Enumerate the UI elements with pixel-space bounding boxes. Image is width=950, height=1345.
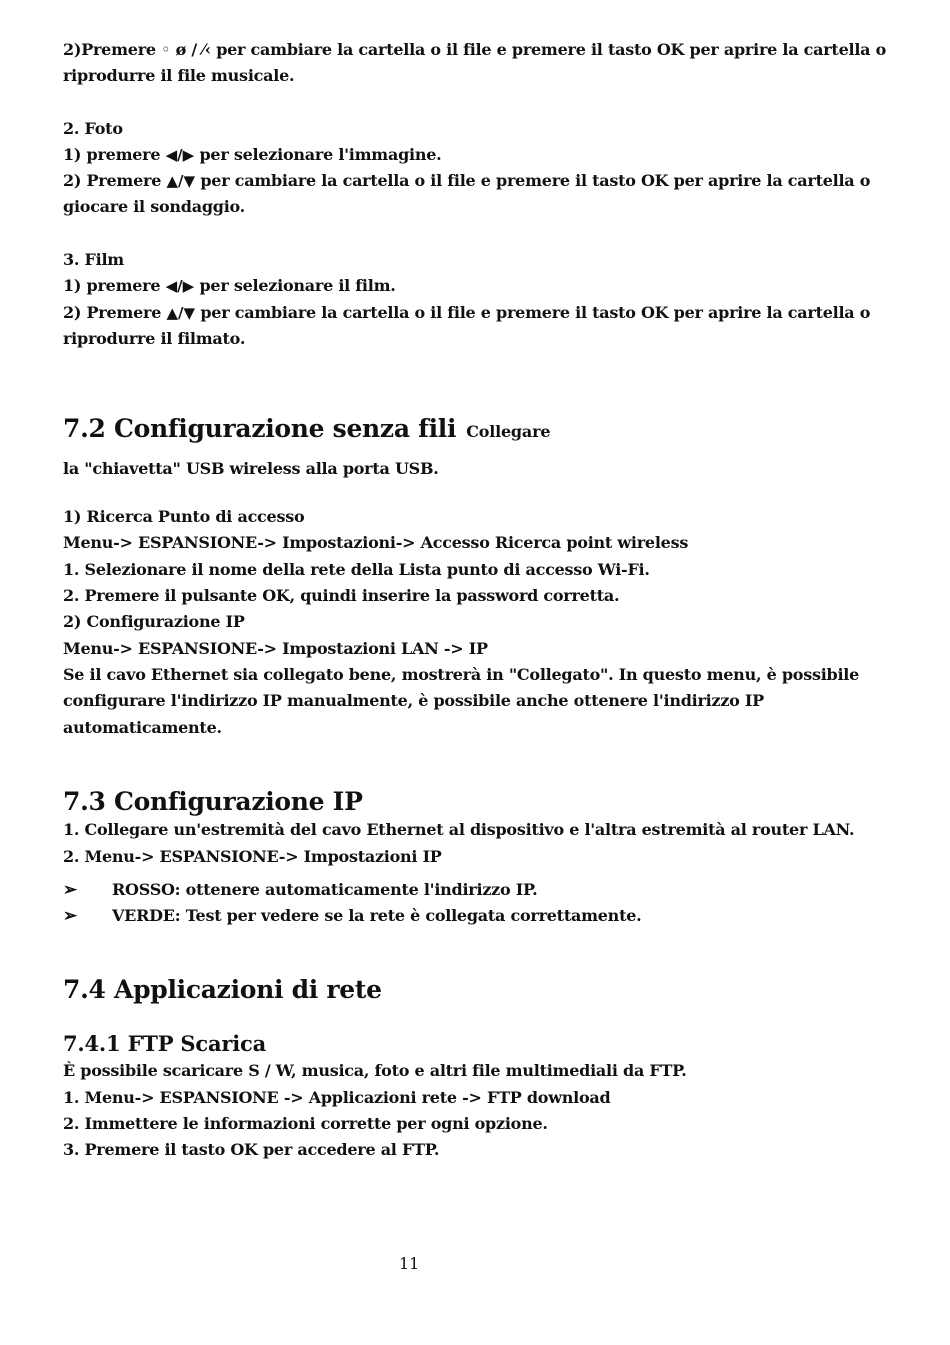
photo-step-2-text-b: per cambiare la cartella o il file e premere il tasto OK per aprire la cartella o <box>195 171 871 190</box>
photo-step-1 <box>63 145 863 165</box>
arrow-bullet-icon: ➢ <box>63 906 78 926</box>
page-number: 11 <box>399 1254 420 1273</box>
film-step-1-text-b: per selezionare il film. <box>194 276 396 295</box>
up-down-arrows-icon: ▲/▼ <box>166 304 196 322</box>
ip-config-heading: 2) Configurazione IP <box>63 612 245 631</box>
left-right-arrows-icon: ◀/▶ <box>165 146 195 164</box>
section-7-3-heading: 7.3 Configurazione IP <box>63 787 363 816</box>
film-step-2 <box>63 303 871 323</box>
ip-config-menu-path: Menu-> ESPANSIONE-> Impostazioni LAN -> IP <box>63 639 488 658</box>
access-point-step-1: 1. Selezionare il nome della rete della Lista punto di accesso Wi-Fi. <box>63 560 650 579</box>
ftp-step-3: 3. Premere il tasto OK per accedere al FTP. <box>63 1140 440 1159</box>
photo-step-2 <box>63 171 871 191</box>
ftp-step-1: 1. Menu-> ESPANSIONE -> Applicazioni rete -> FTP download <box>63 1088 611 1107</box>
up-down-arrows-icon: ▲/▼ <box>166 172 196 190</box>
section-7-2-heading <box>63 414 550 447</box>
access-point-search-heading: 1) Ricerca Punto di accesso <box>63 507 305 526</box>
photo-step-1-text-b: per selezionare l'immagine. <box>194 145 442 164</box>
section-7-2-title: 7.2 Configurazione senza fili <box>63 414 457 443</box>
film-step-1-text-a: 1) premere <box>63 276 166 295</box>
film-step-2-text-b: per cambiare la cartella o il file e premere il tasto OK per aprire la cartella o <box>195 303 871 322</box>
music-step-2-cont: riprodurre il file musicale. <box>63 66 295 85</box>
section-7-4-1-heading: 7.4.1 FTP Scarica <box>63 1031 267 1056</box>
section-7-3-step-1: 1. Collegare un'estremità del cavo Ethernet al dispositivo e l'altra estremità al router LAN. <box>63 820 855 839</box>
section-7-2-intro: la "chiavetta" USB wireless alla porta USB. <box>63 459 439 478</box>
film-step-2-cont: riprodurre il filmato. <box>63 329 246 348</box>
photo-step-2-cont: giocare il sondaggio. <box>63 197 245 216</box>
arrow-bullet-icon: ➢ <box>63 880 78 900</box>
photo-heading: 2. Foto <box>63 119 123 138</box>
section-7-2-aside: Collegare <box>466 422 551 441</box>
ip-config-text-3: automaticamente. <box>63 718 222 737</box>
bullet-red: ROSSO: ottenere automaticamente l'indirizzo IP. <box>112 880 538 899</box>
film-step-1 <box>63 276 863 296</box>
film-heading: 3. Film <box>63 250 124 269</box>
left-right-arrows-icon: ◀/▶ <box>165 277 195 295</box>
music-step-2: 2)Premere ◦ ø / ⁄‹ per cambiare la cartella o il file e premere il tasto OK per aprire la cartella o <box>63 40 887 59</box>
photo-step-1-text-a: 1) premere <box>63 145 166 164</box>
photo-step-2-text-a: 2) Premere <box>63 171 167 190</box>
ip-config-text-2: configurare l'indirizzo IP manualmente, è possibile anche ottenere l'indirizzo IP <box>63 691 764 710</box>
access-point-step-2: 2. Premere il pulsante OK, quindi inserire la password corretta. <box>63 586 620 605</box>
access-point-menu-path: Menu-> ESPANSIONE-> Impostazioni-> Accesso Ricerca point wireless <box>63 533 689 552</box>
ftp-intro: È possibile scaricare S / W, musica, foto e altri file multimediali da FTP. <box>63 1061 687 1080</box>
section-7-3-step-2: 2. Menu-> ESPANSIONE-> Impostazioni IP <box>63 847 442 866</box>
ip-config-text-1: Se il cavo Ethernet sia collegato bene, mostrerà in "Collegato". In questo menu, è possibile <box>63 665 860 684</box>
section-7-4-heading: 7.4 Applicazioni di rete <box>63 975 382 1004</box>
film-step-2-text-a: 2) Premere <box>63 303 167 322</box>
bullet-green: VERDE: Test per vedere se la rete è collegata correttamente. <box>112 906 642 925</box>
ftp-step-2: 2. Immettere le informazioni corrette per ogni opzione. <box>63 1114 548 1133</box>
